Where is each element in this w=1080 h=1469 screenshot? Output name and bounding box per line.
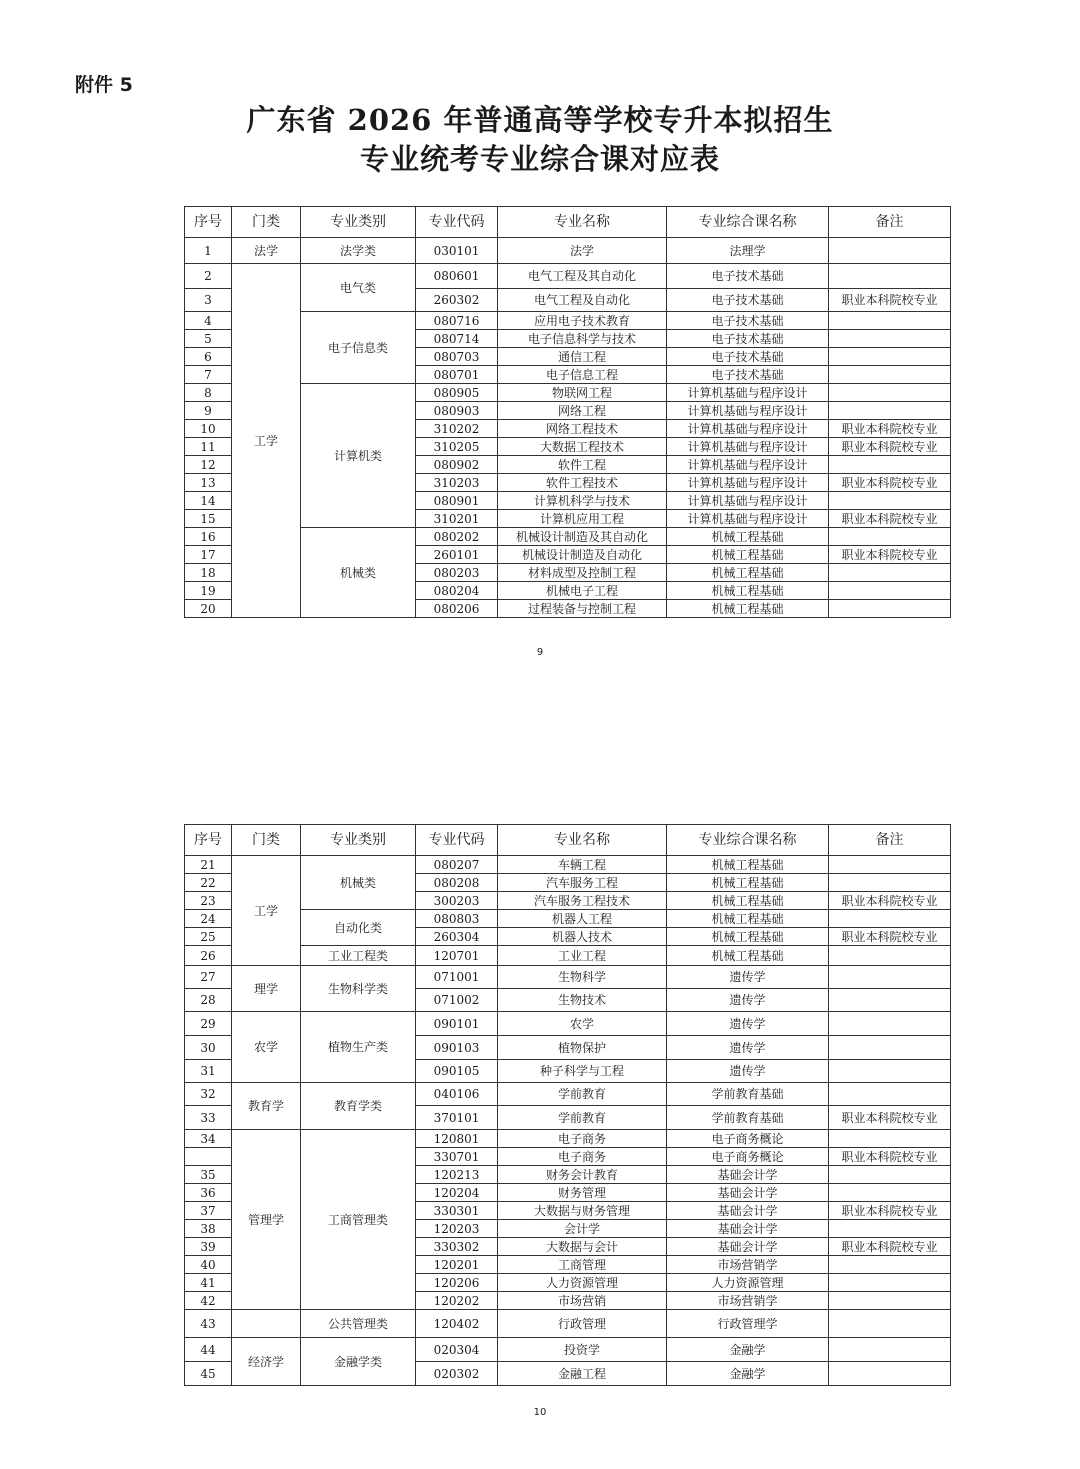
course-cell: 机械工程基础 [667,600,829,618]
document-title-line2: 专业统考专业综合课对应表 [359,142,720,176]
major-code-cell: 030101 [416,238,498,264]
header-category: 专业类别 [301,207,416,238]
course-cell: 机械工程基础 [667,546,829,564]
major-code-cell: 020304 [416,1338,498,1362]
note-cell [829,348,951,366]
note-cell [829,264,951,289]
major-code-cell: 330301 [416,1202,498,1220]
seq-cell: 29 [185,1012,232,1036]
course-cell: 机械工程基础 [667,564,829,582]
major-code-cell: 080903 [416,402,498,420]
major-name-cell: 过程装备与控制工程 [498,600,667,618]
major-name-cell: 材料成型及控制工程 [498,564,667,582]
majors-table-page-9 [184,206,951,618]
course-cell: 机械工程基础 [667,582,829,600]
discipline-cell: 理学 [232,966,301,1012]
major-code-cell: 330302 [416,1238,498,1256]
table-row [185,264,951,289]
major-name-cell: 财务管理 [498,1184,667,1202]
course-cell: 电子商务概论 [667,1148,829,1166]
course-cell: 基础会计学 [667,1166,829,1184]
header-note: 备注 [829,825,951,856]
seq-cell: 2 [185,264,232,289]
course-cell: 机械工程基础 [667,892,829,910]
category-cell: 植物生产类 [301,1012,416,1083]
major-name-cell: 电子信息科学与技术 [498,330,667,348]
seq-cell: 21 [185,856,232,874]
seq-cell: 35 [185,1166,232,1184]
course-cell: 机械工程基础 [667,946,829,966]
seq-cell: 18 [185,564,232,582]
attachment-label: 附件 5 [75,74,133,96]
header-code: 专业代码 [416,825,498,856]
course-cell: 法理学 [667,238,829,264]
course-cell: 基础会计学 [667,1184,829,1202]
course-cell: 基础会计学 [667,1220,829,1238]
major-name-cell: 财务会计教育 [498,1166,667,1184]
note-cell [829,1274,951,1292]
discipline-cell: 工学 [232,856,301,966]
discipline-cell: 经济学 [232,1338,301,1386]
note-cell [829,492,951,510]
course-cell: 电子技术基础 [667,330,829,348]
major-name-cell: 市场营销 [498,1292,667,1310]
header-discipline: 门类 [232,207,301,238]
major-code-cell: 300203 [416,892,498,910]
discipline-cell [232,1310,301,1338]
major-name-cell: 车辆工程 [498,856,667,874]
major-code-cell: 260101 [416,546,498,564]
major-code-cell: 080203 [416,564,498,582]
major-name-cell: 软件工程技术 [498,474,667,492]
header-code: 专业代码 [416,207,498,238]
course-cell: 电子技术基础 [667,289,829,312]
major-name-cell: 大数据与会计 [498,1238,667,1256]
major-name-cell: 植物保护 [498,1036,667,1060]
major-code-cell: 120213 [416,1166,498,1184]
seq-cell: 33 [185,1106,232,1130]
major-name-cell: 应用电子技术教育 [498,312,667,330]
major-name-cell: 汽车服务工程 [498,874,667,892]
note-cell [829,1060,951,1083]
header-course: 专业综合课名称 [667,207,829,238]
seq-cell: 5 [185,330,232,348]
seq-cell: 32 [185,1083,232,1106]
course-cell: 机械工程基础 [667,528,829,546]
table-row [185,856,951,874]
seq-cell: 30 [185,1036,232,1060]
major-code-cell: 120204 [416,1184,498,1202]
note-cell: 职业本科院校专业 [829,474,951,492]
course-cell: 电子商务概论 [667,1130,829,1148]
seq-cell: 14 [185,492,232,510]
header-category: 专业类别 [301,825,416,856]
seq-cell: 43 [185,1310,232,1338]
page-number: 10 [533,1407,547,1418]
major-code-cell: 370101 [416,1106,498,1130]
major-code-cell: 071001 [416,966,498,989]
course-cell: 计算机基础与程序设计 [667,456,829,474]
seq-cell: 38 [185,1220,232,1238]
seq-cell: 36 [185,1184,232,1202]
discipline-cell: 农学 [232,1012,301,1083]
majors-table-page-10 [184,824,951,1386]
discipline-cell: 工学 [232,264,301,618]
major-code-cell: 080207 [416,856,498,874]
course-cell: 计算机基础与程序设计 [667,420,829,438]
course-cell: 遗传学 [667,989,829,1012]
major-code-cell: 080716 [416,312,498,330]
note-cell: 职业本科院校专业 [829,289,951,312]
seq-cell: 10 [185,420,232,438]
header-seq: 序号 [185,825,232,856]
note-cell: 职业本科院校专业 [829,420,951,438]
note-cell: 职业本科院校专业 [829,1106,951,1130]
note-cell [829,1256,951,1274]
course-cell: 计算机基础与程序设计 [667,492,829,510]
course-cell: 遗传学 [667,1012,829,1036]
seq-cell: 39 [185,1238,232,1256]
header-note: 备注 [829,207,951,238]
note-cell [829,1292,951,1310]
course-cell: 遗传学 [667,1060,829,1083]
major-code-cell: 310202 [416,420,498,438]
major-code-cell: 120202 [416,1292,498,1310]
seq-cell: 15 [185,510,232,528]
major-name-cell: 生物技术 [498,989,667,1012]
category-cell: 工业工程类 [301,946,416,966]
category-cell: 电气类 [301,264,416,312]
major-code-cell: 080703 [416,348,498,366]
major-code-cell: 330701 [416,1148,498,1166]
course-cell: 电子技术基础 [667,264,829,289]
course-cell: 电子技术基础 [667,366,829,384]
note-cell [829,966,951,989]
seq-cell: 40 [185,1256,232,1274]
seq-cell: 12 [185,456,232,474]
note-cell [829,1310,951,1338]
course-cell: 计算机基础与程序设计 [667,510,829,528]
course-cell: 电子技术基础 [667,348,829,366]
major-name-cell: 工业工程 [498,946,667,966]
major-code-cell: 080902 [416,456,498,474]
note-cell [829,330,951,348]
course-cell: 机械工程基础 [667,874,829,892]
major-name-cell: 种子科学与工程 [498,1060,667,1083]
note-cell [829,1012,951,1036]
note-cell [829,874,951,892]
course-cell: 基础会计学 [667,1238,829,1256]
note-cell [829,600,951,618]
seq-cell: 1 [185,238,232,264]
discipline-cell: 教育学 [232,1083,301,1130]
category-cell: 公共管理类 [301,1310,416,1338]
seq-cell: 28 [185,989,232,1012]
major-code-cell: 071002 [416,989,498,1012]
major-code-cell: 080204 [416,582,498,600]
major-name-cell: 网络工程 [498,402,667,420]
major-code-cell: 080901 [416,492,498,510]
category-cell: 机械类 [301,856,416,910]
major-code-cell: 080803 [416,910,498,928]
course-cell: 市场营销学 [667,1292,829,1310]
seq-cell: 6 [185,348,232,366]
note-cell: 职业本科院校专业 [829,546,951,564]
course-cell: 机械工程基础 [667,856,829,874]
note-cell [829,946,951,966]
major-code-cell: 120206 [416,1274,498,1292]
major-name-cell: 机器人工程 [498,910,667,928]
note-cell: 职业本科院校专业 [829,1202,951,1220]
header-major-name: 专业名称 [498,207,667,238]
course-cell: 机械工程基础 [667,910,829,928]
note-cell [829,1184,951,1202]
major-name-cell: 汽车服务工程技术 [498,892,667,910]
note-cell [829,856,951,874]
course-cell: 电子技术基础 [667,312,829,330]
course-cell: 基础会计学 [667,1202,829,1220]
seq-cell: 4 [185,312,232,330]
major-code-cell: 080208 [416,874,498,892]
major-code-cell: 260304 [416,928,498,946]
seq-cell: 22 [185,874,232,892]
note-cell [829,1362,951,1386]
major-code-cell: 310205 [416,438,498,456]
course-cell: 学前教育基础 [667,1106,829,1130]
header-seq: 序号 [185,207,232,238]
table-row [185,1083,951,1106]
course-cell: 计算机基础与程序设计 [667,474,829,492]
header-discipline: 门类 [232,825,301,856]
table-row [185,1310,951,1338]
course-cell: 机械工程基础 [667,928,829,946]
seq-cell: 24 [185,910,232,928]
seq-cell: 7 [185,366,232,384]
table-row [185,1338,951,1362]
major-code-cell: 080905 [416,384,498,402]
seq-cell: 16 [185,528,232,546]
major-name-cell: 网络工程技术 [498,420,667,438]
course-cell: 金融学 [667,1338,829,1362]
major-name-cell: 计算机科学与技术 [498,492,667,510]
major-code-cell: 080202 [416,528,498,546]
table-row [185,1130,951,1148]
major-code-cell: 090101 [416,1012,498,1036]
category-cell: 法学类 [301,238,416,264]
seq-cell: 19 [185,582,232,600]
course-cell: 计算机基础与程序设计 [667,384,829,402]
table-row [185,238,951,264]
note-cell: 职业本科院校专业 [829,1238,951,1256]
major-code-cell: 040106 [416,1083,498,1106]
note-cell: 职业本科院校专业 [829,1148,951,1166]
course-cell: 计算机基础与程序设计 [667,438,829,456]
major-name-cell: 机械设计制造及自动化 [498,546,667,564]
seq-cell: 9 [185,402,232,420]
major-name-cell: 通信工程 [498,348,667,366]
major-name-cell: 电子商务 [498,1148,667,1166]
seq-cell: 13 [185,474,232,492]
seq-cell: 37 [185,1202,232,1220]
note-cell [829,366,951,384]
seq-cell [185,1148,232,1166]
category-cell: 生物科学类 [301,966,416,1012]
major-code-cell: 080701 [416,366,498,384]
course-cell: 金融学 [667,1362,829,1386]
note-cell [829,1036,951,1060]
seq-cell: 27 [185,966,232,989]
page-number: 9 [536,647,544,658]
major-name-cell: 法学 [498,238,667,264]
category-cell: 机械类 [301,528,416,618]
note-cell: 职业本科院校专业 [829,892,951,910]
major-code-cell: 310201 [416,510,498,528]
category-cell: 计算机类 [301,384,416,528]
major-name-cell: 机器人技术 [498,928,667,946]
note-cell [829,238,951,264]
major-code-cell: 090105 [416,1060,498,1083]
major-name-cell: 农学 [498,1012,667,1036]
note-cell [829,1130,951,1148]
note-cell [829,1083,951,1106]
note-cell [829,582,951,600]
major-name-cell: 大数据工程技术 [498,438,667,456]
course-cell: 计算机基础与程序设计 [667,402,829,420]
table-header-row [185,207,951,238]
seq-cell: 11 [185,438,232,456]
major-code-cell: 080601 [416,264,498,289]
major-name-cell: 物联网工程 [498,384,667,402]
course-cell: 学前教育基础 [667,1083,829,1106]
major-code-cell: 020302 [416,1362,498,1386]
seq-cell: 23 [185,892,232,910]
major-name-cell: 电气工程及自动化 [498,289,667,312]
major-name-cell: 人力资源管理 [498,1274,667,1292]
major-name-cell: 电子商务 [498,1130,667,1148]
major-code-cell: 120402 [416,1310,498,1338]
major-code-cell: 120801 [416,1130,498,1148]
seq-cell: 8 [185,384,232,402]
course-cell: 遗传学 [667,1036,829,1060]
note-cell [829,1166,951,1184]
note-cell: 职业本科院校专业 [829,928,951,946]
major-code-cell: 120203 [416,1220,498,1238]
major-name-cell: 生物科学 [498,966,667,989]
note-cell: 职业本科院校专业 [829,438,951,456]
category-cell: 金融学类 [301,1338,416,1386]
discipline-cell: 法学 [232,238,301,264]
note-cell: 职业本科院校专业 [829,510,951,528]
major-code-cell: 120201 [416,1256,498,1274]
major-name-cell: 机械设计制造及其自动化 [498,528,667,546]
major-name-cell: 会计学 [498,1220,667,1238]
major-code-cell: 310203 [416,474,498,492]
major-name-cell: 机械电子工程 [498,582,667,600]
note-cell [829,528,951,546]
seq-cell: 34 [185,1130,232,1148]
major-name-cell: 电气工程及其自动化 [498,264,667,289]
seq-cell: 26 [185,946,232,966]
seq-cell: 44 [185,1338,232,1362]
note-cell [829,312,951,330]
major-name-cell: 工商管理 [498,1256,667,1274]
major-name-cell: 学前教育 [498,1083,667,1106]
note-cell [829,1338,951,1362]
course-cell: 遗传学 [667,966,829,989]
major-name-cell: 电子信息工程 [498,366,667,384]
major-name-cell: 软件工程 [498,456,667,474]
major-name-cell: 计算机应用工程 [498,510,667,528]
major-name-cell: 大数据与财务管理 [498,1202,667,1220]
seq-cell: 25 [185,928,232,946]
header-course: 专业综合课名称 [667,825,829,856]
major-name-cell: 金融工程 [498,1362,667,1386]
major-name-cell: 行政管理 [498,1310,667,1338]
table-row [185,966,951,989]
seq-cell: 31 [185,1060,232,1083]
note-cell [829,384,951,402]
note-cell [829,456,951,474]
course-cell: 行政管理学 [667,1310,829,1338]
major-code-cell: 120701 [416,946,498,966]
major-code-cell: 090103 [416,1036,498,1060]
seq-cell: 17 [185,546,232,564]
seq-cell: 3 [185,289,232,312]
note-cell [829,402,951,420]
major-code-cell: 080714 [416,330,498,348]
table-row [185,1012,951,1036]
seq-cell: 20 [185,600,232,618]
document-title-line1: 广东省 2026 年普通高等学校专升本拟招生 [246,103,834,137]
note-cell [829,989,951,1012]
note-cell [829,910,951,928]
table-header-row [185,825,951,856]
note-cell [829,564,951,582]
seq-cell: 41 [185,1274,232,1292]
category-cell: 电子信息类 [301,312,416,384]
discipline-cell: 管理学 [232,1130,301,1310]
category-cell: 教育学类 [301,1083,416,1130]
category-cell: 工商管理类 [301,1130,416,1310]
seq-cell: 42 [185,1292,232,1310]
major-code-cell: 260302 [416,289,498,312]
major-code-cell: 080206 [416,600,498,618]
major-name-cell: 学前教育 [498,1106,667,1130]
course-cell: 人力资源管理 [667,1274,829,1292]
category-cell: 自动化类 [301,910,416,946]
header-major-name: 专业名称 [498,825,667,856]
major-name-cell: 投资学 [498,1338,667,1362]
seq-cell: 45 [185,1362,232,1386]
course-cell: 市场营销学 [667,1256,829,1274]
note-cell [829,1220,951,1238]
